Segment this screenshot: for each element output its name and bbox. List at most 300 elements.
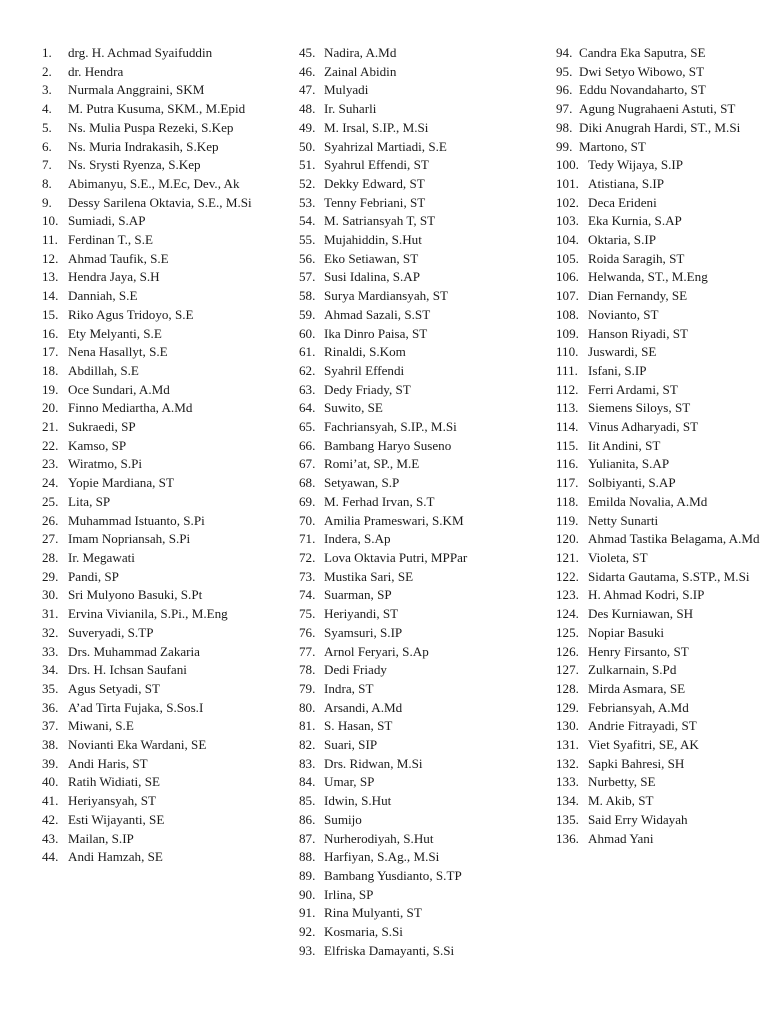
item-name: Sri Mulyono Basuki, S.Pt (68, 587, 203, 603)
list-item (299, 792, 544, 811)
list-item (42, 512, 282, 531)
list-item (42, 63, 282, 82)
list-item (42, 194, 282, 213)
item-number: 17. (42, 344, 59, 360)
list-item (556, 119, 761, 138)
item-name: M. Putra Kusuma, SKM., M.Epid (68, 101, 246, 117)
list-item (299, 175, 544, 194)
list-item (42, 362, 282, 381)
list-item (299, 586, 544, 605)
item-name: Ahmad Yani (588, 830, 654, 846)
item-number: 120. (556, 531, 579, 547)
list-item (299, 287, 544, 306)
item-number: 80. (299, 699, 316, 715)
item-name: Dedy Friady, ST (324, 381, 411, 397)
item-number: 53. (299, 194, 316, 210)
item-name: Ns. Muria Indrakasih, S.Kep (68, 138, 219, 154)
item-name: Sukraedi, SP (68, 419, 136, 435)
item-number: 62. (299, 362, 316, 378)
item-number: 7. (42, 157, 52, 173)
list-item (299, 830, 544, 849)
list-item (556, 81, 761, 100)
item-name: Arsandi, A.Md (324, 699, 403, 715)
item-number: 67. (299, 456, 316, 472)
item-number: 70. (299, 512, 316, 528)
item-number: 118. (556, 493, 579, 509)
item-number: 112. (556, 381, 579, 397)
list-item (42, 455, 282, 474)
list-item (42, 399, 282, 418)
list-item (556, 661, 761, 680)
item-number: 124. (556, 606, 579, 622)
item-number: 50. (299, 138, 316, 154)
item-name: Yulianita, S.AP (588, 456, 670, 472)
list-item (42, 268, 282, 287)
item-number: 5. (42, 119, 52, 135)
item-name: Mulyadi (324, 82, 369, 98)
item-number: 77. (299, 643, 316, 659)
item-name: Eka Kurnia, S.AP (588, 213, 682, 229)
item-name: Sumijo (324, 811, 362, 827)
item-number: 57. (299, 269, 316, 285)
item-number: 8. (42, 175, 52, 191)
item-name: Nurherodiyah, S.Hut (324, 830, 434, 846)
item-name: Ns. Srysti Ryenza, S.Kep (68, 157, 201, 173)
item-name: Ahmad Tastika Belagama, A.Md (588, 531, 760, 547)
item-number: 105. (556, 250, 579, 266)
item-number: 113. (556, 400, 579, 416)
item-number: 97. (556, 101, 573, 117)
list-item (556, 381, 761, 400)
item-number: 61. (299, 344, 316, 360)
item-number: 131. (556, 737, 579, 753)
list-item (556, 568, 761, 587)
list-item (299, 231, 544, 250)
item-name: Febriansyah, A.Md (588, 699, 689, 715)
item-name: Umar, SP (324, 774, 375, 790)
item-number: 34. (42, 662, 59, 678)
item-number: 122. (556, 568, 579, 584)
list-item (299, 325, 544, 344)
list-item (299, 418, 544, 437)
item-name: Tedy Wijaya, S.IP (588, 157, 684, 173)
list-item (42, 661, 282, 680)
item-number: 78. (299, 662, 316, 678)
item-name: Abdillah, S.E (68, 362, 139, 378)
item-name: Suarman, SP (324, 587, 392, 603)
item-name: Zulkarnain, S.Pd (588, 662, 677, 678)
item-name: Suwito, SE (324, 400, 383, 416)
item-name: Heriyandi, ST (324, 606, 399, 622)
list-item (299, 680, 544, 699)
list-item (556, 530, 761, 549)
item-number: 106. (556, 269, 579, 285)
list-item (299, 455, 544, 474)
list-item (556, 268, 761, 287)
item-name: Novianti Eka Wardani, SE (68, 737, 207, 753)
list-item (299, 194, 544, 213)
item-name: Nurmala Anggraini, SKM (68, 82, 205, 98)
item-number: 33. (42, 643, 59, 659)
item-number: 82. (299, 737, 316, 753)
list-item (299, 138, 544, 157)
item-number: 89. (299, 867, 316, 883)
item-name: A’ad Tirta Fujaka, S.Sos.I (68, 699, 204, 715)
item-number: 10. (42, 213, 59, 229)
list-item (556, 156, 761, 175)
list-item (299, 773, 544, 792)
list-item (42, 231, 282, 250)
list-item (42, 773, 282, 792)
item-name: Ety Melyanti, S.E (68, 325, 162, 341)
item-number: 132. (556, 755, 579, 771)
list-item (299, 736, 544, 755)
item-number: 44. (42, 849, 59, 865)
item-number: 128. (556, 680, 579, 696)
list-item (299, 867, 544, 886)
list-item (42, 699, 282, 718)
item-number: 45. (299, 45, 316, 60)
item-name: Eddu Novandaharto, ST (579, 82, 706, 98)
item-name: Syamsuri, S.IP (324, 624, 403, 640)
list-item (556, 755, 761, 774)
item-name: Ahmad Taufik, S.E (68, 250, 169, 266)
item-number: 76. (299, 624, 316, 640)
list-item (299, 811, 544, 830)
item-number: 119. (556, 512, 579, 528)
item-number: 29. (42, 568, 59, 584)
item-name: Ervina Vivianila, S.Pi., M.Eng (68, 606, 228, 622)
list-item (299, 923, 544, 942)
list-item (299, 624, 544, 643)
item-number: 107. (556, 288, 579, 304)
item-name: dr. Hendra (68, 63, 124, 79)
item-name: Arnol Feryari, S.Ap (324, 643, 429, 659)
item-number: 92. (299, 924, 316, 940)
item-name: Atistiana, S.IP (588, 175, 665, 191)
item-name: Elfriska Damayanti, S.Si (324, 942, 455, 958)
list-item (556, 680, 761, 699)
item-name: Idwin, S.Hut (324, 793, 392, 809)
item-name: Ir. Suharli (324, 101, 377, 117)
list-item (299, 437, 544, 456)
list-item (556, 437, 761, 456)
item-name: Novianto, ST (588, 306, 659, 322)
item-number: 4. (42, 101, 52, 117)
item-number: 59. (299, 306, 316, 322)
name-list-column-3 (556, 44, 761, 848)
item-number: 94. (556, 45, 573, 60)
item-name: Viet Syafitri, SE, AK (588, 737, 699, 753)
list-item (556, 194, 761, 213)
list-item (299, 699, 544, 718)
list-item (556, 287, 761, 306)
item-name: Suari, SIP (324, 737, 378, 753)
list-item (556, 175, 761, 194)
item-number: 117. (556, 475, 579, 491)
item-number: 31. (42, 606, 59, 622)
item-name: Agus Setyadi, ST (68, 680, 161, 696)
item-name: Ir. Megawati (68, 549, 135, 565)
list-item (299, 399, 544, 418)
list-item (42, 138, 282, 157)
item-name: Mirda Asmara, SE (588, 680, 686, 696)
list-item (299, 848, 544, 867)
item-number: 134. (556, 793, 579, 809)
item-name: Harfiyan, S.Ag., M.Si (324, 849, 440, 865)
item-name: Lita, SP (68, 493, 111, 509)
list-item (42, 586, 282, 605)
item-number: 9. (42, 194, 52, 210)
list-item (42, 848, 282, 867)
item-name: Pandi, SP (68, 568, 119, 584)
item-number: 12. (42, 250, 59, 266)
list-item (42, 493, 282, 512)
item-name: Andi Hamzah, SE (68, 849, 163, 865)
item-name: Mujahiddin, S.Hut (324, 232, 422, 248)
list-item (42, 736, 282, 755)
item-number: 84. (299, 774, 316, 790)
list-item (42, 287, 282, 306)
list-item (42, 568, 282, 587)
item-name: Kamso, SP (68, 437, 127, 453)
item-number: 103. (556, 213, 579, 229)
list-item (556, 549, 761, 568)
list-item (556, 362, 761, 381)
list-item (42, 605, 282, 624)
item-number: 91. (299, 905, 316, 921)
item-name: Susi Idalina, S.AP (324, 269, 421, 285)
item-name: Drs. Muhammad Zakaria (68, 643, 200, 659)
list-item (299, 643, 544, 662)
item-number: 37. (42, 718, 59, 734)
item-name: Surya Mardiansyah, ST (324, 288, 449, 304)
item-number: 47. (299, 82, 316, 98)
item-number: 79. (299, 680, 316, 696)
list-item (299, 605, 544, 624)
item-name: Tenny Febriani, ST (324, 194, 426, 210)
item-name: Dian Fernandy, SE (588, 288, 688, 304)
item-name: Romi’at, SP., M.E (324, 456, 420, 472)
list-item (299, 212, 544, 231)
item-name: Sumiadi, S.AP (68, 213, 146, 229)
item-number: 104. (556, 232, 579, 248)
list-item (42, 44, 282, 63)
item-number: 116. (556, 456, 579, 472)
item-number: 63. (299, 381, 316, 397)
item-number: 71. (299, 531, 316, 547)
item-number: 6. (42, 138, 52, 154)
list-item (42, 250, 282, 269)
item-name: Syahril Effendi (324, 362, 405, 378)
item-number: 32. (42, 624, 59, 640)
list-item (42, 156, 282, 175)
item-number: 22. (42, 437, 59, 453)
item-name: Wiratmo, S.Pi (68, 456, 143, 472)
list-item (299, 156, 544, 175)
item-number: 15. (42, 306, 59, 322)
list-item (299, 474, 544, 493)
list-item (42, 418, 282, 437)
item-number: 25. (42, 493, 59, 509)
item-number: 21. (42, 419, 59, 435)
item-name: M. Satriansyah T, ST (324, 213, 436, 229)
item-name: Bambang Haryo Suseno (324, 437, 452, 453)
list-item (299, 343, 544, 362)
item-number: 133. (556, 774, 579, 790)
item-name: Miwani, S.E (68, 718, 134, 734)
list-item (556, 343, 761, 362)
item-number: 123. (556, 587, 579, 603)
item-name: Muhammad Istuanto, S.Pi (68, 512, 205, 528)
list-item (556, 212, 761, 231)
item-number: 110. (556, 344, 579, 360)
item-number: 127. (556, 662, 579, 678)
list-item (42, 549, 282, 568)
item-number: 130. (556, 718, 579, 734)
item-name: Andrie Fitrayadi, ST (588, 718, 697, 734)
item-name: Said Erry Widayah (588, 811, 688, 827)
item-name: Rina Mulyanti, ST (324, 905, 422, 921)
item-name: Lova Oktavia Putri, MPPar (324, 549, 468, 565)
item-name: Esti Wijayanti, SE (68, 811, 165, 827)
item-name: Dessy Sarilena Oktavia, S.E., M.Si (68, 194, 252, 210)
list-item (556, 250, 761, 269)
item-name: Siemens Siloys, ST (588, 400, 691, 416)
list-item (299, 381, 544, 400)
list-item (299, 904, 544, 923)
item-number: 114. (556, 419, 579, 435)
item-name: Ferri Ardami, ST (588, 381, 678, 397)
list-item (42, 624, 282, 643)
item-name: Rinaldi, S.Kom (324, 344, 406, 360)
item-name: Oce Sundari, A.Md (68, 381, 170, 397)
item-number: 90. (299, 886, 316, 902)
item-number: 88. (299, 849, 316, 865)
item-number: 111. (556, 362, 578, 378)
item-name: Agung Nugrahaeni Astuti, ST (579, 101, 736, 117)
item-name: Eko Setiawan, ST (324, 250, 419, 266)
list-item (556, 643, 761, 662)
list-item (42, 100, 282, 119)
item-name: Netty Sunarti (588, 512, 659, 528)
list-item (42, 306, 282, 325)
item-name: Amilia Prameswari, S.KM (324, 512, 464, 528)
item-name: Dedi Friady (324, 662, 387, 678)
item-number: 36. (42, 699, 59, 715)
item-name: Diki Anugrah Hardi, ST., M.Si (579, 119, 741, 135)
item-name: Hanson Riyadi, ST (588, 325, 689, 341)
item-number: 81. (299, 718, 316, 734)
item-number: 75. (299, 606, 316, 622)
list-item (556, 773, 761, 792)
list-item (42, 530, 282, 549)
item-name: M. Ferhad Irvan, S.T (324, 493, 435, 509)
list-item (556, 474, 761, 493)
item-number: 55. (299, 232, 316, 248)
item-number: 42. (42, 811, 59, 827)
list-item (556, 811, 761, 830)
item-number: 27. (42, 531, 59, 547)
item-name: Vinus Adharyadi, ST (588, 419, 699, 435)
item-number: 2. (42, 63, 52, 79)
item-number: 66. (299, 437, 316, 453)
item-name: Yopie Mardiana, ST (68, 475, 174, 491)
item-number: 121. (556, 549, 579, 565)
name-list-column-1 (42, 44, 282, 867)
item-name: Nopiar Basuki (588, 624, 665, 640)
list-item (42, 325, 282, 344)
list-item (299, 717, 544, 736)
item-number: 101. (556, 175, 579, 191)
item-number: 99. (556, 138, 573, 154)
list-item (556, 717, 761, 736)
item-name: Suveryadi, S.TP (68, 624, 154, 640)
list-item (42, 680, 282, 699)
item-name: Deca Erideni (588, 194, 657, 210)
item-name: Nadira, A.Md (324, 45, 397, 60)
item-number: 65. (299, 419, 316, 435)
item-name: drg. H. Achmad Syaifuddin (68, 45, 213, 60)
item-name: Henry Firsanto, ST (588, 643, 689, 659)
item-number: 60. (299, 325, 316, 341)
item-name: Indera, S.Ap (324, 531, 391, 547)
item-name: Mustika Sari, SE (324, 568, 414, 584)
list-item (556, 231, 761, 250)
item-number: 43. (42, 830, 59, 846)
list-item (556, 736, 761, 755)
item-number: 19. (42, 381, 59, 397)
list-item (299, 755, 544, 774)
list-item (299, 44, 544, 63)
item-name: Helwanda, ST., M.Eng (588, 269, 708, 285)
item-number: 30. (42, 587, 59, 603)
item-number: 93. (299, 942, 316, 958)
item-number: 49. (299, 119, 316, 135)
item-number: 68. (299, 475, 316, 491)
item-name: M. Irsal, S.IP., M.Si (324, 119, 429, 135)
item-name: Riko Agus Tridoyo, S.E (68, 306, 194, 322)
item-name: Oktaria, S.IP (588, 232, 657, 248)
item-number: 83. (299, 755, 316, 771)
list-item (299, 63, 544, 82)
item-name: Juswardi, SE (588, 344, 657, 360)
item-name: Iit Andini, ST (588, 437, 661, 453)
list-item (42, 119, 282, 138)
item-name: Candra Eka Saputra, SE (579, 45, 706, 60)
list-item (556, 100, 761, 119)
item-number: 41. (42, 793, 59, 809)
item-number: 58. (299, 288, 316, 304)
list-item (556, 605, 761, 624)
list-item (299, 661, 544, 680)
item-number: 46. (299, 63, 316, 79)
item-number: 48. (299, 101, 316, 117)
list-item (556, 624, 761, 643)
list-item (299, 250, 544, 269)
item-number: 35. (42, 680, 59, 696)
item-name: Solbiyanti, S.AP (588, 475, 676, 491)
item-number: 54. (299, 213, 316, 229)
item-number: 98. (556, 119, 573, 135)
item-name: Drs. Ridwan, M.Si (324, 755, 423, 771)
item-name: Finno Mediartha, A.Md (68, 400, 193, 416)
item-name: Isfani, S.IP (588, 362, 647, 378)
item-name: Dekky Edward, ST (324, 175, 425, 191)
list-item (299, 530, 544, 549)
list-item (299, 268, 544, 287)
name-list-column-2 (299, 44, 544, 960)
